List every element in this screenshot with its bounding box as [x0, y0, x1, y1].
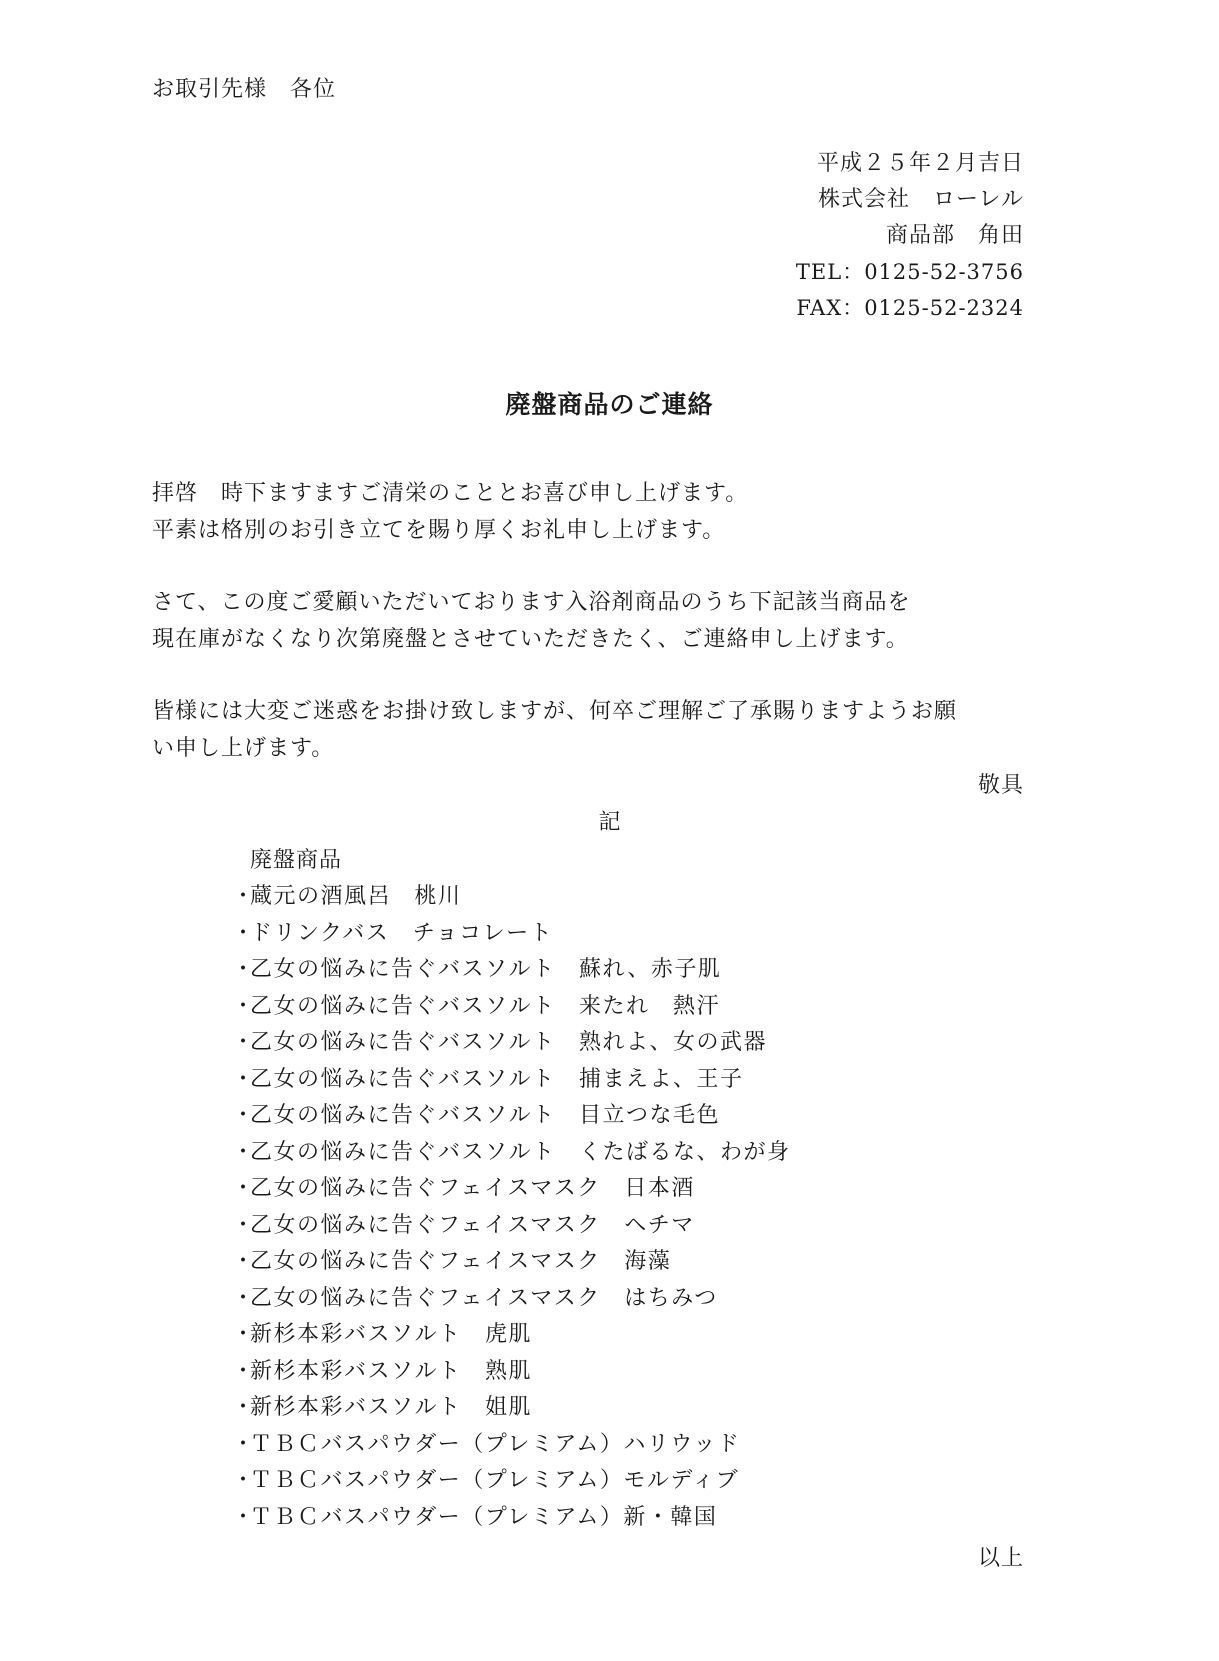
- paragraph-line: さて、この度ご愛顧いただいております入浴剤商品のうち下記該当商品を: [152, 590, 911, 615]
- bullet-mark: ・: [232, 993, 256, 1019]
- product-item: [232, 1171, 791, 1208]
- addressee: お取引先様 各位: [152, 77, 337, 102]
- department-contact: 商品部 角田: [885, 223, 1024, 248]
- bullet-mark: ・: [232, 1066, 256, 1092]
- company-name: 株式会社 ローレル: [817, 187, 1024, 212]
- product-item: [232, 1354, 791, 1391]
- product-item: [232, 1135, 791, 1172]
- closing-salutation: 敬具: [977, 773, 1024, 798]
- document-title: 廃盤商品のご連絡: [505, 390, 714, 419]
- product-item: [232, 916, 791, 953]
- paragraph-line: 皆様には大変ご迷惑をお掛け致しますが、何卒ご理解ご了承賜りますようお願: [152, 699, 958, 724]
- bullet-mark: ・: [232, 1285, 256, 1311]
- product-name: 新杉本彩バスソルト 姐肌: [250, 1395, 533, 1420]
- product-item: [232, 1208, 791, 1245]
- telephone-number: TEL：0125-52-3756: [795, 260, 1024, 284]
- product-item: [232, 1281, 791, 1318]
- bullet-mark: ・: [232, 920, 256, 946]
- product-item: [232, 1390, 791, 1427]
- product-item: [232, 1500, 791, 1537]
- product-name: 乙女の悩みに告ぐバスソルト 蘇れ、赤子肌: [250, 957, 722, 982]
- product-name: ＴＢＣバスパウダー（プレミアム）モルディブ: [250, 1468, 740, 1493]
- product-name: 蔵元の酒風呂 桃川: [250, 884, 462, 909]
- bullet-mark: ・: [232, 1431, 256, 1457]
- product-name: 乙女の悩みに告ぐフェイスマスク はちみつ: [250, 1285, 718, 1311]
- product-name: 乙女の悩みに告ぐバスソルト くたばるな、わが身: [250, 1139, 791, 1165]
- product-item: [232, 1098, 791, 1135]
- product-list: [232, 879, 791, 1536]
- end-mark: 以上: [977, 1546, 1024, 1571]
- notice-paragraph: [152, 584, 1032, 658]
- paragraph-line: 拝啓 時下ますますご清栄のこととお喜び申し上げます。: [152, 481, 749, 506]
- product-item: [232, 1317, 791, 1354]
- bullet-mark: ・: [232, 1358, 256, 1384]
- bullet-mark: ・: [232, 1212, 256, 1238]
- record-heading: 記: [598, 810, 621, 835]
- product-name: 乙女の悩みに告ぐフェイスマスク 日本酒: [250, 1176, 695, 1201]
- bullet-mark: ・: [232, 957, 256, 982]
- bullet-mark: ・: [232, 1030, 256, 1055]
- product-item: [232, 989, 791, 1026]
- product-list-heading: 廃盤商品: [250, 848, 343, 873]
- bullet-mark: ・: [232, 1322, 256, 1347]
- product-name: 新杉本彩バスソルト 熟肌: [250, 1358, 533, 1384]
- paragraph-line: 平素は格別のお引き立てを賜り厚くお礼申し上げます。: [152, 518, 726, 543]
- paragraph-line: い申し上げます。: [152, 736, 335, 761]
- product-name: ドリンクバス チョコレート: [250, 920, 554, 946]
- product-name: 新杉本彩バスソルト 虎肌: [250, 1322, 533, 1347]
- product-item: [232, 1463, 791, 1500]
- sender-block: [796, 146, 1024, 326]
- product-name: ＴＢＣバスパウダー（プレミアム）新・韓国: [250, 1504, 718, 1530]
- product-name: ＴＢＣバスパウダー（プレミアム）ハリウッド: [250, 1431, 741, 1457]
- bullet-mark: ・: [232, 1395, 256, 1420]
- product-item: [232, 1427, 791, 1464]
- bullet-mark: ・: [232, 1103, 256, 1128]
- product-item: [232, 879, 791, 916]
- product-item: [232, 1025, 791, 1062]
- product-item: [232, 1244, 791, 1281]
- product-name: 乙女の悩みに告ぐバスソルト 捕まえよ、王子: [250, 1066, 744, 1092]
- discontinued-products: [232, 843, 791, 1536]
- fax-number: FAX：0125-52-2324: [796, 296, 1024, 320]
- bullet-mark: ・: [232, 1468, 256, 1493]
- greeting-paragraph: [152, 475, 1032, 549]
- bullet-mark: ・: [232, 1249, 256, 1274]
- product-name: 乙女の悩みに告ぐバスソルト 熟れよ、女の武器: [250, 1030, 768, 1055]
- product-item: [232, 1062, 791, 1099]
- product-name: 乙女の悩みに告ぐバスソルト 来たれ 熱汗: [250, 993, 721, 1019]
- issue-date: 平成２５年２月吉日: [816, 151, 1024, 176]
- bullet-mark: ・: [232, 1176, 256, 1201]
- paragraph-line: 現在庫がなくなり次第廃盤とさせていただきたく、ご連絡申し上げます。: [152, 627, 909, 652]
- bullet-mark: ・: [232, 1504, 256, 1530]
- product-item: [232, 952, 791, 989]
- product-name: 乙女の悩みに告ぐフェイスマスク 海藻: [250, 1249, 672, 1274]
- apology-paragraph: [152, 693, 1032, 767]
- bullet-mark: ・: [232, 884, 256, 909]
- product-name: 乙女の悩みに告ぐフェイスマスク ヘチマ: [250, 1212, 695, 1238]
- product-name: 乙女の悩みに告ぐバスソルト 目立つな毛色: [250, 1103, 721, 1128]
- bullet-mark: ・: [232, 1139, 256, 1165]
